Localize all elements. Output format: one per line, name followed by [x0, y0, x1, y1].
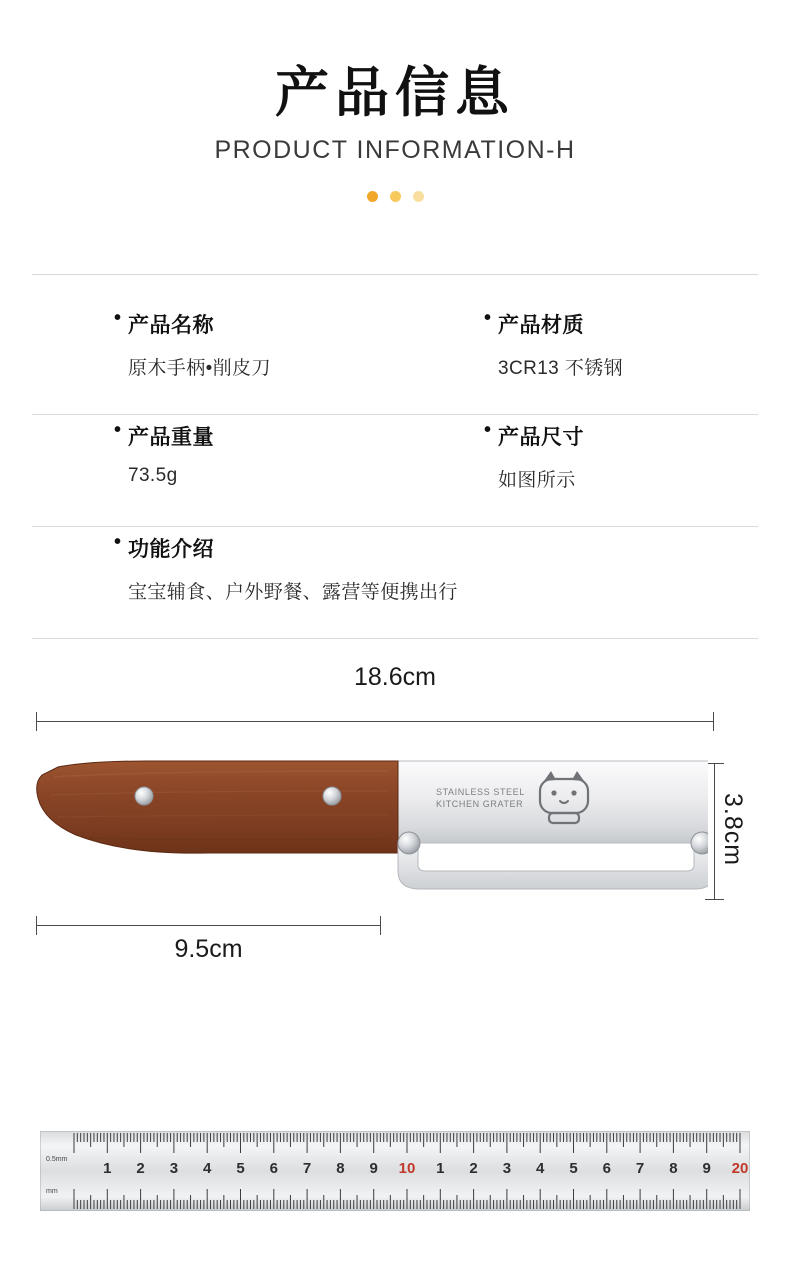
ruler-number: 5: [236, 1160, 245, 1177]
ruler-number: 3: [169, 1160, 179, 1177]
ruler-number: 10: [398, 1160, 416, 1177]
decorative-dots: [0, 191, 790, 202]
page-header: [0, 0, 790, 202]
ruler-number: 9: [702, 1160, 711, 1177]
ruler-ticks-bottom: [74, 1189, 740, 1209]
knife-blade: [385, 761, 708, 843]
spec-cell-product-size: [388, 421, 758, 492]
ruler-number: 6: [269, 1160, 278, 1177]
reference-ruler: [40, 1131, 750, 1211]
blade-text-line2: KITCHEN GRATER: [436, 799, 524, 810]
spec-cell-product-weight: [32, 421, 388, 492]
ruler-unit-top: 0.5mm: [46, 1156, 68, 1163]
page-subtitle: PRODUCT INFORMATION-H: [214, 136, 576, 165]
dimension-line-total-length: [36, 721, 714, 722]
spec-row: [32, 274, 758, 415]
ruler-number: 8: [336, 1160, 345, 1177]
spec-cell-product-material: [388, 309, 758, 380]
dimension-line-blade-height: [714, 763, 715, 900]
knife-illustration: [28, 743, 708, 918]
ruler-number: 8: [669, 1160, 678, 1177]
spec-label: • 功能介绍: [128, 533, 758, 563]
spec-label: • 产品重量: [128, 421, 388, 451]
ruler-number: 1: [436, 1160, 445, 1177]
dimension-label-total-length: 18.6cm: [320, 663, 470, 692]
ruler-number: 7: [302, 1160, 312, 1177]
ruler-unit-bottom: mm: [46, 1188, 58, 1195]
dot-3-icon: [413, 191, 424, 202]
ruler-illustration: [40, 1131, 750, 1211]
spec-value: 宝宝辅食、户外野餐、露营等便携出行: [128, 582, 458, 604]
spec-row: [32, 415, 758, 527]
spec-label: • 产品尺寸: [498, 421, 758, 451]
spec-value: 如图所示: [498, 470, 576, 492]
specification-list: [32, 274, 758, 639]
ruler-number: 2: [136, 1160, 145, 1177]
spec-label: • 产品名称: [128, 309, 388, 339]
pivot-ball-icon: [398, 832, 420, 854]
ruler-number: 4: [203, 1160, 212, 1177]
ruler-number: 7: [635, 1160, 645, 1177]
ruler-number: 5: [569, 1160, 578, 1177]
ruler-number: 2: [469, 1160, 478, 1177]
spec-row: [32, 527, 758, 639]
spec-value: 73.5g: [128, 465, 178, 487]
ruler-number: 4: [536, 1160, 545, 1177]
ruler-number: 3: [502, 1160, 512, 1177]
rivet-icon: [135, 787, 153, 805]
dimension-label-blade-height: 3.8cm: [719, 793, 747, 867]
dimension-label-handle-length: 9.5cm: [174, 935, 243, 964]
spec-value: 原木手柄•削皮刀: [128, 358, 271, 380]
peeler-frame: [398, 843, 708, 889]
pivot-ball-icon: [691, 832, 708, 854]
ruler-ticks-top: [74, 1133, 740, 1153]
dot-2-icon: [390, 191, 401, 202]
page-title: 产品信息: [275, 63, 515, 123]
spec-value: 3CR13 不锈钢: [498, 358, 624, 380]
dot-1-icon: [367, 191, 378, 202]
ruler-number: 6: [602, 1160, 611, 1177]
rivet-icon: [323, 787, 341, 805]
dimension-line-handle-length: [36, 925, 381, 926]
product-dimension-figure: [0, 663, 790, 973]
ruler-number: 20: [731, 1160, 749, 1177]
ruler-number: 9: [369, 1160, 378, 1177]
spec-cell-function: [32, 533, 758, 604]
spec-cell-product-name: [32, 309, 388, 380]
ruler-number: 1: [103, 1160, 112, 1177]
spec-label: • 产品材质: [498, 309, 758, 339]
blade-text-line1: STAINLESS STEEL: [436, 787, 525, 798]
